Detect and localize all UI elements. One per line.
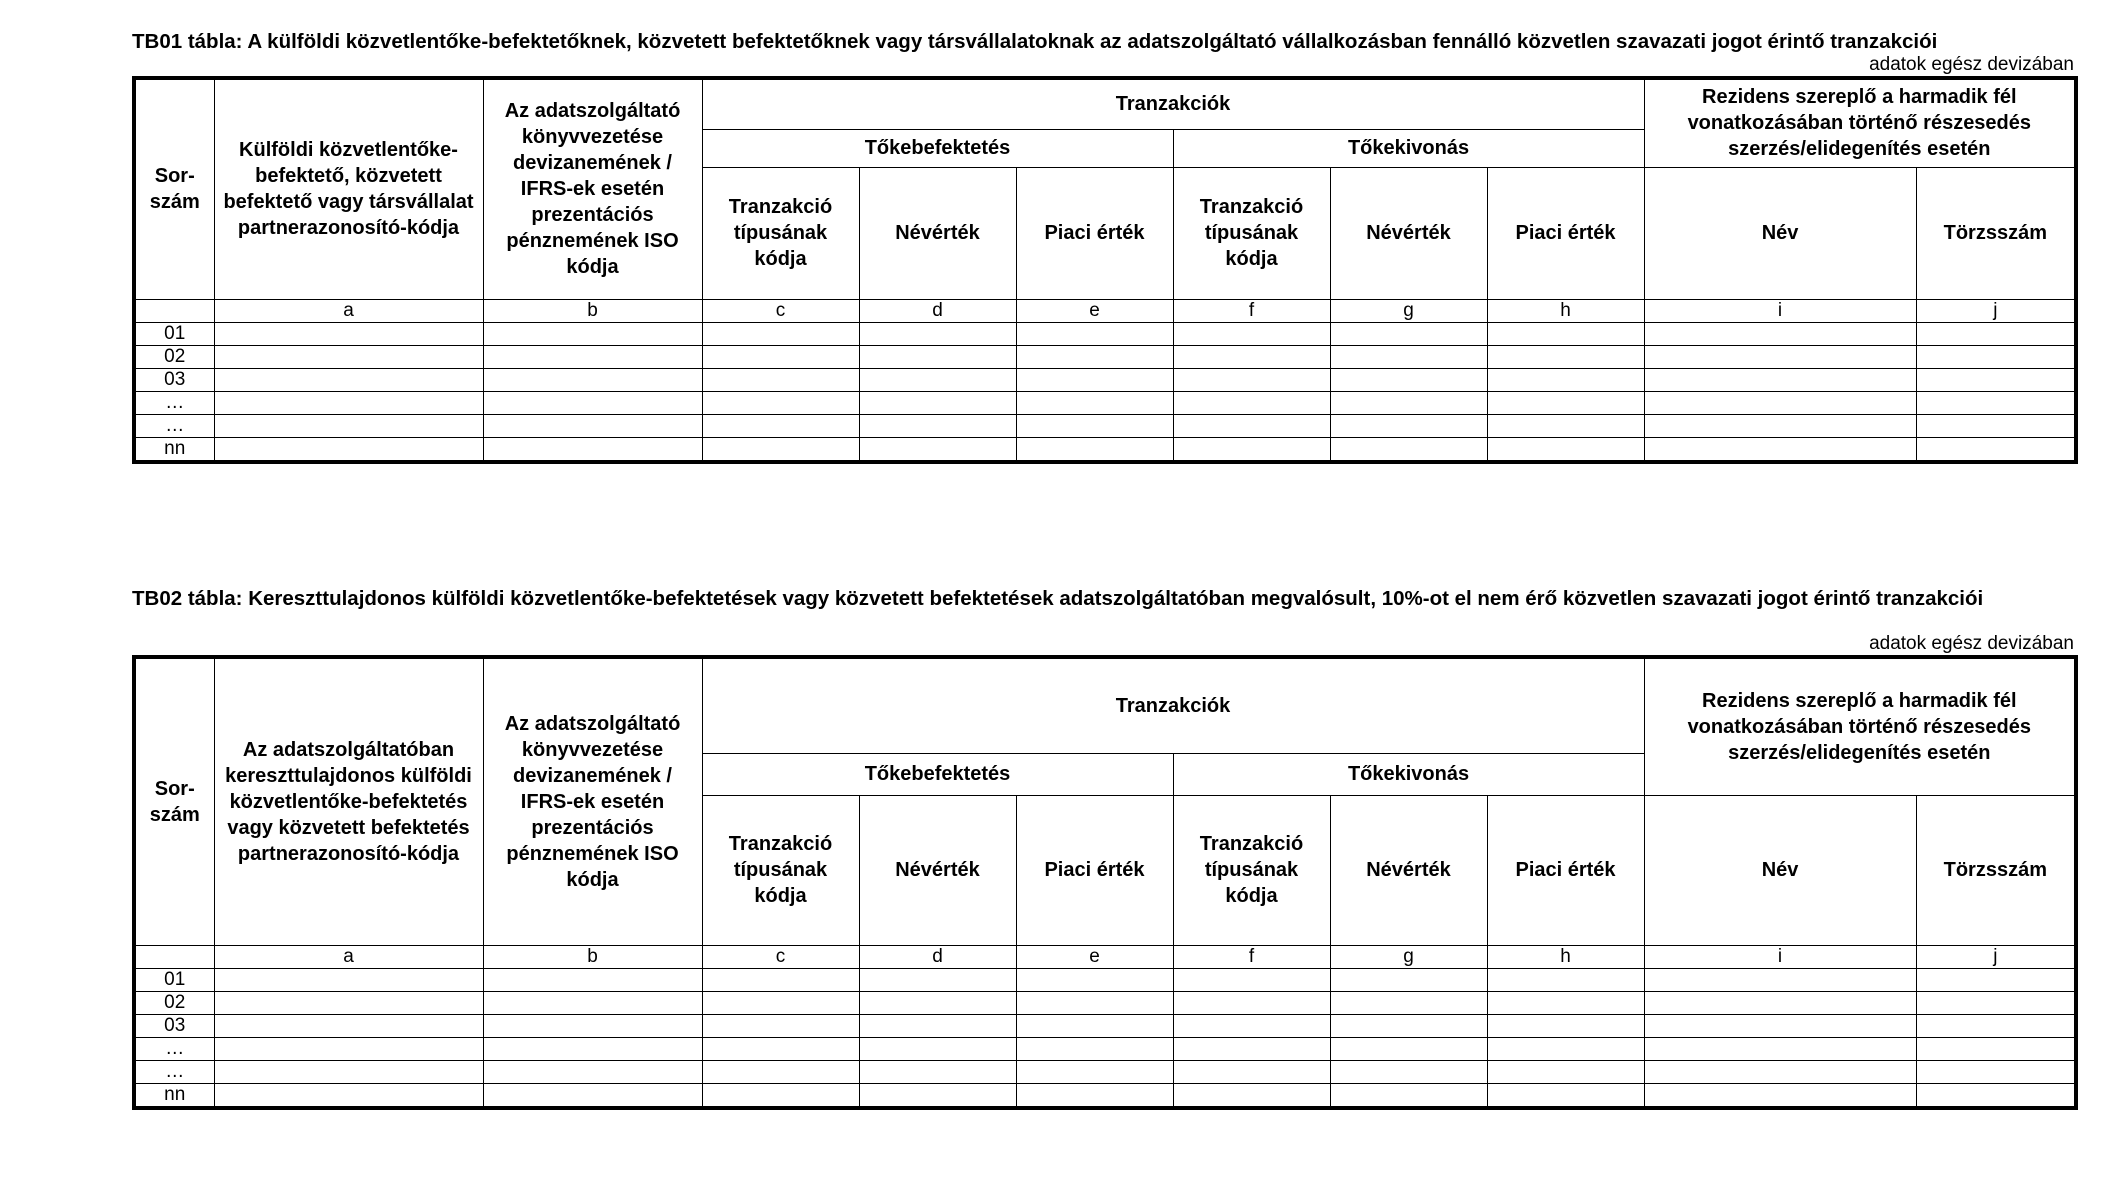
row-number: nn xyxy=(134,437,214,462)
table-row xyxy=(134,345,2076,368)
table-cell-e[interactable] xyxy=(1016,322,1173,345)
table-cell-a[interactable] xyxy=(214,968,483,991)
tb02-header-col-f: Tranzakció típusának kódja xyxy=(1173,795,1330,945)
table-cell-f[interactable] xyxy=(1173,345,1330,368)
table-row xyxy=(134,1083,2076,1108)
table-row xyxy=(134,322,2076,345)
table-cell-j[interactable] xyxy=(1916,968,2076,991)
row-number: 02 xyxy=(134,345,214,368)
table-cell-h[interactable] xyxy=(1487,345,1644,368)
table-cell-j[interactable] xyxy=(1916,391,2076,414)
table-row xyxy=(134,1014,2076,1037)
table-cell-b[interactable] xyxy=(483,968,702,991)
tb01-header-rezidens: Rezidens szereplő a harmadik fél vonatkozásában történő részesedés szerzés/elidegenítés esetén xyxy=(1644,78,2076,167)
tb01-header-col-d: Névérték xyxy=(859,167,1016,299)
table-cell-e[interactable] xyxy=(1016,1037,1173,1060)
table-cell-b[interactable] xyxy=(483,414,702,437)
table-cell-f[interactable] xyxy=(1173,1083,1330,1108)
tb02-header-col-h: Piaci érték xyxy=(1487,795,1644,945)
table-cell-h[interactable] xyxy=(1487,414,1644,437)
table-cell-d[interactable] xyxy=(859,368,1016,391)
tb01-letter-h: h xyxy=(1487,299,1644,322)
table-cell-j[interactable] xyxy=(1916,437,2076,462)
table-cell-c[interactable] xyxy=(702,1060,859,1083)
table-cell-h[interactable] xyxy=(1487,1083,1644,1108)
table-cell-h[interactable] xyxy=(1487,1014,1644,1037)
tb02-letter-h: h xyxy=(1487,945,1644,968)
table-cell-g[interactable] xyxy=(1330,1037,1487,1060)
table-row xyxy=(134,368,2076,391)
tb01-letter-i: i xyxy=(1644,299,1916,322)
tb01-title: TB01 tábla: A külföldi közvetlentőke-befektetőknek, közvetett befektetőknek vagy társvállalatoknak az adatszolgáltató vállalkozásban fennálló közvetlen szavazati jogot érintő tranzakciói xyxy=(132,30,1938,53)
table-cell-j[interactable] xyxy=(1916,1060,2076,1083)
table-cell-e[interactable] xyxy=(1016,345,1173,368)
tb02-letter-f: f xyxy=(1173,945,1330,968)
table-cell-e[interactable] xyxy=(1016,1014,1173,1037)
tb01-header-col-f: Tranzakció típusának kódja xyxy=(1173,167,1330,299)
table-cell-f[interactable] xyxy=(1173,437,1330,462)
table-cell-d[interactable] xyxy=(859,322,1016,345)
tb02-letter-c: c xyxy=(702,945,859,968)
table-cell-g[interactable] xyxy=(1330,1060,1487,1083)
table-cell-c[interactable] xyxy=(702,1014,859,1037)
table-cell-f[interactable] xyxy=(1173,991,1330,1014)
table-cell-e[interactable] xyxy=(1016,414,1173,437)
table-cell-e[interactable] xyxy=(1016,968,1173,991)
table-cell-f[interactable] xyxy=(1173,1014,1330,1037)
table-cell-b[interactable] xyxy=(483,1060,702,1083)
tb01-table xyxy=(132,76,2078,464)
table-cell-d[interactable] xyxy=(859,414,1016,437)
table-cell-e[interactable] xyxy=(1016,391,1173,414)
table-cell-g[interactable] xyxy=(1330,345,1487,368)
table-cell-c[interactable] xyxy=(702,968,859,991)
tb01-header-sorszam: Sor-szám xyxy=(134,78,214,299)
tb02-letter-i: i xyxy=(1644,945,1916,968)
table-cell-f[interactable] xyxy=(1173,368,1330,391)
table-cell-i[interactable] xyxy=(1644,345,1916,368)
tb02-letter-a: a xyxy=(214,945,483,968)
tb02-header-tokebefektetes: Tőkebefektetés xyxy=(702,753,1173,795)
table-row xyxy=(134,437,2076,462)
table-cell-g[interactable] xyxy=(1330,368,1487,391)
table-cell-g[interactable] xyxy=(1330,1083,1487,1108)
tb02-header-sorszam: Sor-szám xyxy=(134,657,214,945)
tb02-header-tranzakciok: Tranzakciók xyxy=(702,657,1644,753)
tb01-letter-a: a xyxy=(214,299,483,322)
table-cell-a[interactable] xyxy=(214,437,483,462)
tb02-letter-blank xyxy=(134,945,214,968)
table-row xyxy=(134,968,2076,991)
tb02-header-rezidens: Rezidens szereplő a harmadik fél vonatkozásában történő részesedés szerzés/elidegenítés esetén xyxy=(1644,657,2076,795)
tb01-letter-d: d xyxy=(859,299,1016,322)
tb01-letter-blank xyxy=(134,299,214,322)
table-cell-a[interactable] xyxy=(214,1037,483,1060)
table-cell-h[interactable] xyxy=(1487,1037,1644,1060)
table-cell-d[interactable] xyxy=(859,968,1016,991)
tb02-header-col-g: Névérték xyxy=(1330,795,1487,945)
table-cell-g[interactable] xyxy=(1330,968,1487,991)
table-cell-a[interactable] xyxy=(214,391,483,414)
tb01-letter-j: j xyxy=(1916,299,2076,322)
table-cell-b[interactable] xyxy=(483,322,702,345)
table-cell-i[interactable] xyxy=(1644,391,1916,414)
table-cell-d[interactable] xyxy=(859,1083,1016,1108)
tb01-letter-g: g xyxy=(1330,299,1487,322)
table-cell-j[interactable] xyxy=(1916,1014,2076,1037)
table-cell-j[interactable] xyxy=(1916,1037,2076,1060)
table-cell-e[interactable] xyxy=(1016,1083,1173,1108)
table-cell-c[interactable] xyxy=(702,322,859,345)
tb02-header-col-j: Törzsszám xyxy=(1916,795,2076,945)
table-cell-b[interactable] xyxy=(483,391,702,414)
tb02-letter-j: j xyxy=(1916,945,2076,968)
table-cell-c[interactable] xyxy=(702,391,859,414)
table-cell-a[interactable] xyxy=(214,1083,483,1108)
table-cell-j[interactable] xyxy=(1916,368,2076,391)
table-cell-i[interactable] xyxy=(1644,368,1916,391)
tb02-title: TB02 tábla: Kereszttulajdonos külföldi közvetlentőke-befektetések vagy közvetett befektetések adatszolgáltatóban megvalósult, 10%-ot el nem érő közvetlen szavazati jogot érintő tranzakciói xyxy=(132,587,1984,610)
table-cell-j[interactable] xyxy=(1916,322,2076,345)
table-cell-d[interactable] xyxy=(859,345,1016,368)
tb02-letter-b: b xyxy=(483,945,702,968)
table-cell-h[interactable] xyxy=(1487,322,1644,345)
tb01-header-col-c: Tranzakció típusának kódja xyxy=(702,167,859,299)
table-cell-a[interactable] xyxy=(214,991,483,1014)
tb01-section xyxy=(132,30,2074,464)
table-cell-i[interactable] xyxy=(1644,437,1916,462)
table-cell-b[interactable] xyxy=(483,1083,702,1108)
row-number: … xyxy=(134,1060,214,1083)
tb01-header-tranzakciok: Tranzakciók xyxy=(702,78,1644,129)
table-cell-d[interactable] xyxy=(859,391,1016,414)
row-number: nn xyxy=(134,1083,214,1108)
table-cell-h[interactable] xyxy=(1487,1060,1644,1083)
tb01-letter-c: c xyxy=(702,299,859,322)
table-cell-e[interactable] xyxy=(1016,1060,1173,1083)
tb01-header-col-b: Az adatszolgáltató könyvvezetése devizanemének / IFRS-ek esetén prezentációs pénznemének ISO kódja xyxy=(483,78,702,299)
tb02-header-col-a: Az adatszolgáltatóban kereszttulajdonos külföldi közvetlentőke-befektetés vagy közvetett befektetés partnerazonosító-kódja xyxy=(214,657,483,945)
row-number: … xyxy=(134,391,214,414)
table-cell-i[interactable] xyxy=(1644,968,1916,991)
table-cell-b[interactable] xyxy=(483,1037,702,1060)
table-row xyxy=(134,414,2076,437)
row-number: 01 xyxy=(134,322,214,345)
table-cell-d[interactable] xyxy=(859,437,1016,462)
table-cell-g[interactable] xyxy=(1330,414,1487,437)
table-cell-c[interactable] xyxy=(702,437,859,462)
table-row xyxy=(134,1037,2076,1060)
table-cell-c[interactable] xyxy=(702,368,859,391)
tb02-data-rows xyxy=(134,968,2076,1108)
tb02-column-letters-row xyxy=(134,945,2076,968)
table-cell-j[interactable] xyxy=(1916,1083,2076,1108)
tb01-header-col-i: Név xyxy=(1644,167,1916,299)
table-cell-e[interactable] xyxy=(1016,437,1173,462)
table-cell-j[interactable] xyxy=(1916,991,2076,1014)
tb01-header-col-h: Piaci érték xyxy=(1487,167,1644,299)
table-cell-a[interactable] xyxy=(214,1014,483,1037)
tb02-header-col-d: Névérték xyxy=(859,795,1016,945)
table-cell-e[interactable] xyxy=(1016,368,1173,391)
tb01-header-col-j: Törzsszám xyxy=(1916,167,2076,299)
table-cell-h[interactable] xyxy=(1487,991,1644,1014)
tb02-unit-note: adatok egész devizában xyxy=(1869,633,2074,654)
table-cell-i[interactable] xyxy=(1644,1083,1916,1108)
table-cell-i[interactable] xyxy=(1644,414,1916,437)
table-cell-b[interactable] xyxy=(483,345,702,368)
tb01-header-col-e: Piaci érték xyxy=(1016,167,1173,299)
row-number: 02 xyxy=(134,991,214,1014)
table-cell-c[interactable] xyxy=(702,414,859,437)
table-cell-f[interactable] xyxy=(1173,968,1330,991)
row-number: 03 xyxy=(134,368,214,391)
table-cell-c[interactable] xyxy=(702,1083,859,1108)
tb02-header-col-i: Név xyxy=(1644,795,1916,945)
table-cell-f[interactable] xyxy=(1173,391,1330,414)
tb01-unit-note: adatok egész devizában xyxy=(1869,54,2074,75)
row-number: … xyxy=(134,1037,214,1060)
tb02-table xyxy=(132,655,2078,1110)
table-cell-h[interactable] xyxy=(1487,368,1644,391)
table-cell-b[interactable] xyxy=(483,991,702,1014)
tb02-header-col-c: Tranzakció típusának kódja xyxy=(702,795,859,945)
tb02-letter-d: d xyxy=(859,945,1016,968)
table-cell-a[interactable] xyxy=(214,1060,483,1083)
tb02-header-tokekivonas: Tőkekivonás xyxy=(1173,753,1644,795)
table-cell-j[interactable] xyxy=(1916,345,2076,368)
table-cell-i[interactable] xyxy=(1644,1014,1916,1037)
table-cell-f[interactable] xyxy=(1173,322,1330,345)
tb01-letter-b: b xyxy=(483,299,702,322)
row-number: 01 xyxy=(134,968,214,991)
table-cell-c[interactable] xyxy=(702,991,859,1014)
tb01-header-col-g: Névérték xyxy=(1330,167,1487,299)
tb01-letter-f: f xyxy=(1173,299,1330,322)
table-cell-d[interactable] xyxy=(859,1037,1016,1060)
table-cell-b[interactable] xyxy=(483,1014,702,1037)
table-cell-a[interactable] xyxy=(214,368,483,391)
table-cell-g[interactable] xyxy=(1330,1014,1487,1037)
table-row xyxy=(134,391,2076,414)
tb02-letter-e: e xyxy=(1016,945,1173,968)
tb01-header-col-a: Külföldi közvetlentőke-befektető, közvetett befektető vagy társvállalat partnerazonosító-kódja xyxy=(214,78,483,299)
table-cell-h[interactable] xyxy=(1487,437,1644,462)
table-cell-i[interactable] xyxy=(1644,1037,1916,1060)
tb02-header-col-e: Piaci érték xyxy=(1016,795,1173,945)
table-cell-i[interactable] xyxy=(1644,1060,1916,1083)
tb01-header-tokebefektetes: Tőkebefektetés xyxy=(702,129,1173,167)
table-row xyxy=(134,1060,2076,1083)
table-cell-c[interactable] xyxy=(702,1037,859,1060)
table-cell-g[interactable] xyxy=(1330,391,1487,414)
tb01-column-letters-row xyxy=(134,299,2076,322)
tb01-data-rows xyxy=(134,322,2076,462)
table-cell-b[interactable] xyxy=(483,368,702,391)
table-cell-j[interactable] xyxy=(1916,414,2076,437)
tb01-letter-e: e xyxy=(1016,299,1173,322)
table-cell-h[interactable] xyxy=(1487,391,1644,414)
table-cell-f[interactable] xyxy=(1173,1060,1330,1083)
table-cell-i[interactable] xyxy=(1644,991,1916,1014)
table-cell-f[interactable] xyxy=(1173,414,1330,437)
table-cell-a[interactable] xyxy=(214,322,483,345)
row-number: … xyxy=(134,414,214,437)
table-cell-b[interactable] xyxy=(483,437,702,462)
table-cell-h[interactable] xyxy=(1487,968,1644,991)
table-row xyxy=(134,991,2076,1014)
table-cell-d[interactable] xyxy=(859,1060,1016,1083)
table-cell-d[interactable] xyxy=(859,1014,1016,1037)
table-cell-a[interactable] xyxy=(214,414,483,437)
table-cell-g[interactable] xyxy=(1330,991,1487,1014)
table-cell-g[interactable] xyxy=(1330,437,1487,462)
table-cell-a[interactable] xyxy=(214,345,483,368)
tb02-section xyxy=(132,587,2074,1110)
tb02-letter-g: g xyxy=(1330,945,1487,968)
table-cell-c[interactable] xyxy=(702,345,859,368)
tb02-header-col-b: Az adatszolgáltató könyvvezetése devizanemének / IFRS-ek esetén prezentációs pénznemének ISO kódja xyxy=(483,657,702,945)
table-cell-e[interactable] xyxy=(1016,991,1173,1014)
tb01-header-tokekivonas: Tőkekivonás xyxy=(1173,129,1644,167)
table-cell-f[interactable] xyxy=(1173,1037,1330,1060)
table-cell-d[interactable] xyxy=(859,991,1016,1014)
table-cell-g[interactable] xyxy=(1330,322,1487,345)
table-cell-i[interactable] xyxy=(1644,322,1916,345)
row-number: 03 xyxy=(134,1014,214,1037)
